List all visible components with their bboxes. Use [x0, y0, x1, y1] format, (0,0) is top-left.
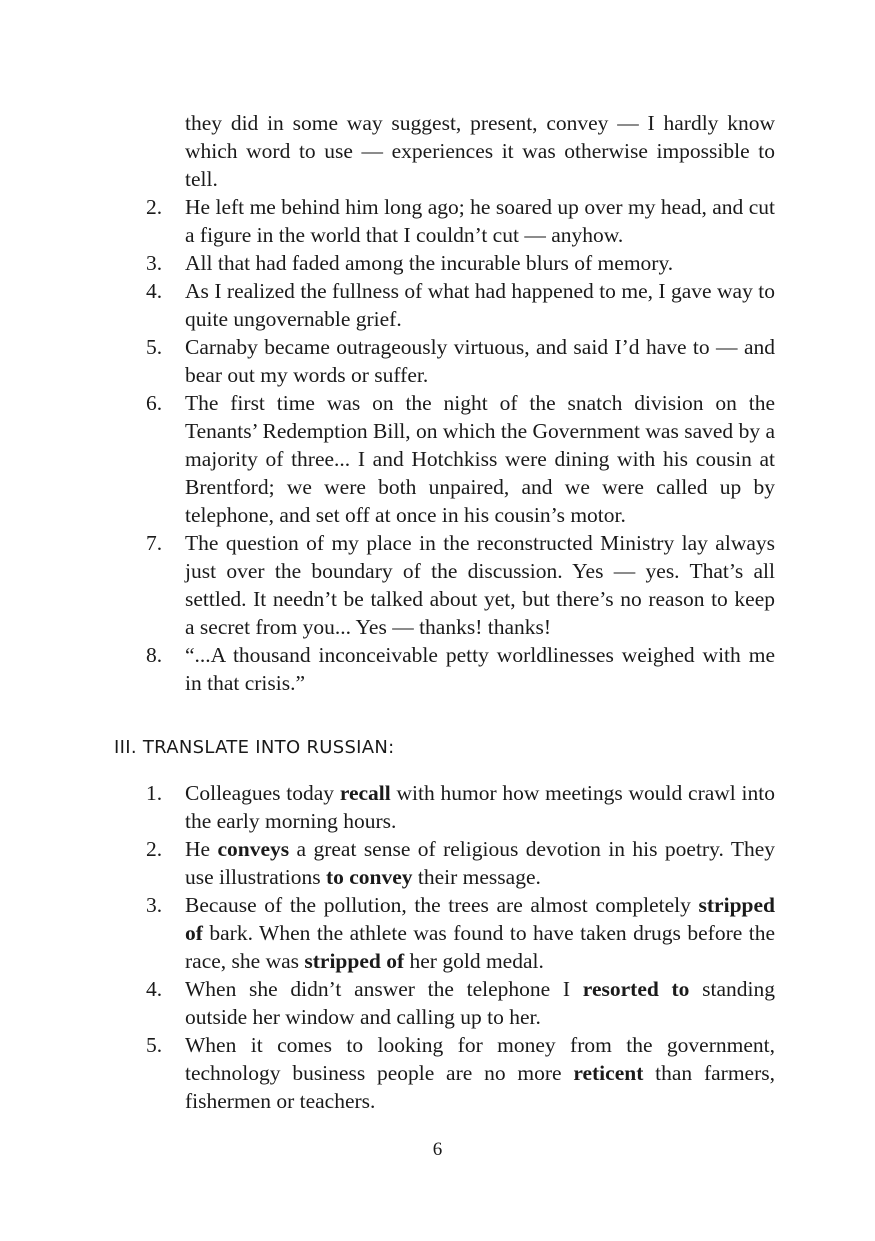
- list-item-text: “...A thousand inconceivable petty worldlinesses weighed with me in that crisis.”: [185, 643, 775, 695]
- list-item-number: 8.: [146, 643, 163, 667]
- emphasized-term: resorted to: [582, 977, 690, 1001]
- list-item: [0, 891, 775, 975]
- emphasized-term: recall: [339, 781, 391, 805]
- list-item: [0, 277, 775, 333]
- list-item-number: 4.: [146, 279, 163, 303]
- list-item-number: 4.: [146, 977, 163, 1001]
- list-item-number: 3.: [146, 893, 163, 917]
- list-item-number: 2.: [146, 837, 163, 861]
- list-item-text: He: [185, 837, 218, 861]
- list-item-text: As I realized the fullness of what had happened to me, I gave way to quite ungovernable grief.: [185, 279, 775, 331]
- list-item: [0, 779, 775, 835]
- list-item: [0, 1031, 775, 1115]
- list-item-text: their message.: [412, 865, 541, 889]
- list-item-number: 1.: [146, 781, 163, 805]
- list-item-text: All that had faded among the incurable blurs of memory.: [185, 251, 674, 275]
- list-item: [0, 333, 775, 389]
- list-item-text: Carnaby became outrageously virtuous, and said I’d have to — and bear out my words or suffer.: [185, 335, 775, 387]
- translation-exercise-list: [0, 779, 875, 1115]
- list-item-number: 5.: [146, 335, 163, 359]
- emphasized-term: reticent: [573, 1061, 644, 1085]
- list-item: [0, 835, 775, 891]
- section-heading: III. TRANSLATE INTO RUSSIAN:: [114, 737, 395, 758]
- list-item-number: 5.: [146, 1033, 163, 1057]
- list-item-number: 6.: [146, 391, 163, 415]
- list-item-number: 2.: [146, 195, 163, 219]
- list-item: [0, 529, 775, 641]
- list-item-text: The question of my place in the reconstructed Ministry lay always just over the boundary of the discussion. Yes — yes. That’s all settled. It needn’t be talked about yet, but there’s no reason to keep a secret from you... Yes — thanks! thanks!: [185, 531, 775, 639]
- list-item-text: Colleagues today: [185, 781, 340, 805]
- continuation-paragraph: they did in some way suggest, present, convey — I hardly know which word to use — experiences it was otherwise impossible to tell.: [185, 111, 775, 191]
- list-item-text: with humor how meetings would crawl into the early morning hours.: [185, 781, 775, 833]
- page-number: 6: [432, 1139, 443, 1160]
- emphasized-term: stripped of: [185, 893, 775, 945]
- emphasized-term: stripped of: [304, 949, 405, 973]
- list-item-text: When it comes to looking for money from the government, technology business people are no more: [185, 1033, 775, 1085]
- list-item-number: 3.: [146, 251, 163, 275]
- list-item-text: bark. When the athlete was found to have taken drugs before the race, she was: [185, 921, 775, 973]
- list-item-text: The first time was on the night of the snatch division on the Tenants’ Redemption Bill, on which the Government was saved by a majority of three... I and Hotchkiss were dining with his cousin at Brentford; we were both unpaired, and we were called up by telephone, and set off at once in his cousin’s motor.: [185, 391, 775, 527]
- list-item-text: He left me behind him long ago; he soared up over my head, and cut a figure in the world that I couldn’t cut — anyhow.: [185, 195, 775, 247]
- list-item-text: her gold medal.: [404, 949, 544, 973]
- list-item-number: 7.: [146, 531, 163, 555]
- list-item-text: standing outside her window and calling up to her.: [185, 977, 775, 1029]
- list-item-text: When she didn’t answer the telephone I: [185, 977, 583, 1001]
- list-item: [0, 249, 775, 277]
- list-item-text: a great sense of religious devotion in his poetry. They use illustrations: [185, 837, 775, 889]
- list-item-text: than farmers, fishermen or teachers.: [185, 1061, 775, 1113]
- list-item: [0, 389, 775, 529]
- emphasized-term: conveys: [217, 837, 290, 861]
- list-item: [0, 975, 775, 1031]
- quotation-list: [0, 193, 875, 697]
- list-item: [0, 641, 775, 697]
- emphasized-term: to convey: [325, 865, 413, 889]
- list-item: [0, 193, 775, 249]
- list-item-text: Because of the pollution, the trees are almost completely: [185, 893, 699, 917]
